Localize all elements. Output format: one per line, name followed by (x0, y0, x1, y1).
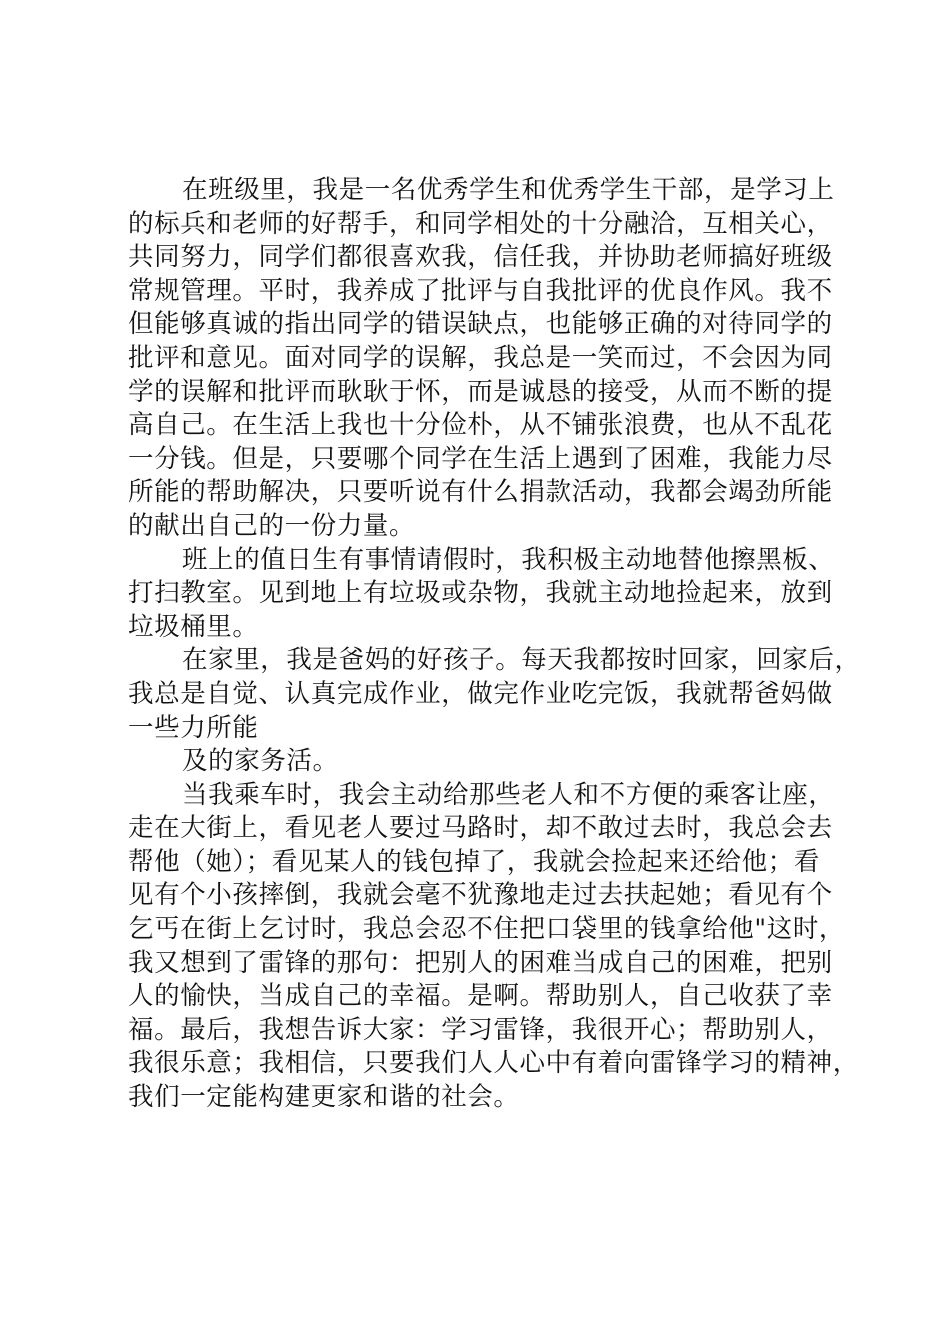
paragraph-line: 我很乐意；我相信，只要我们人人心中有着向雷锋学习的精神， (128, 1048, 859, 1079)
paragraph-line: 一分钱。但是，只要哪个同学在生活上遇到了困难，我能力尽 (128, 443, 833, 474)
paragraph-line: 我们一定能构建更家和谐的社会。 (128, 1082, 520, 1113)
paragraph-line: 所能的帮助解决，只要听说有什么捐款活动，我都会竭劲所能 (128, 477, 833, 508)
paragraph-line: 见有个小孩摔倒，我就会毫不犹豫地走过去扶起她；看见有个 (128, 880, 833, 911)
paragraph-line: 乞丐在街上乞讨时，我总会忍不住把口袋里的钱拿给他"这时， (128, 914, 846, 945)
paragraph-line: 在班级里，我是一名优秀学生和优秀学生干部，是学习上 (182, 175, 835, 205)
paragraph-line: 人的愉快，当成自己的幸福。是啊。帮助别人，自己收获了幸 (128, 981, 833, 1012)
paragraph-line: 高自己。在生活上我也十分俭朴，从不铺张浪费，也从不乱花 (128, 410, 833, 441)
paragraph-line: 垃圾桶里。 (128, 611, 259, 642)
paragraph-line: 班上的值日生有事情请假时，我积极主动地替他擦黑板、 (182, 544, 835, 575)
document-body (128, 174, 861, 1115)
paragraph-line: 批评和意见。面对同学的误解，我总是一笑而过，不会因为同 (128, 342, 833, 373)
paragraph-line: 一些力所能 (128, 712, 259, 743)
paragraph-line: 及的家务活。 (182, 746, 339, 777)
paragraph-line: 共同努力，同学们都很喜欢我，信任我，并协助老师搞好班级 (128, 242, 833, 273)
paragraph-line: 走在大街上，看见老人要过马路时，却不敢过去时，我总会去 (128, 813, 833, 844)
paragraph-line: 我总是自觉、认真完成作业，做完作业吃完饭，我就帮爸妈做 (128, 678, 833, 709)
paragraph-line: 帮他（她）；看见某人的钱包掉了，我就会捡起来还给他；看 (128, 846, 820, 877)
paragraph-line: 的献出自己的一份力量。 (128, 510, 416, 541)
paragraph-line: 在家里，我是爸妈的好孩子。每天我都按时回家，回家后， (182, 645, 861, 676)
paragraph-line: 当我乘车时，我会主动给那些老人和不方便的乘客让座， (182, 779, 835, 810)
paragraph-line: 我又想到了雷锋的那句：把别人的困难当成自己的困难，把别 (128, 947, 833, 978)
paragraph-line: 但能够真诚的指出同学的错误缺点，也能够正确的对待同学的 (128, 309, 833, 340)
paragraph-line: 的标兵和老师的好帮手，和同学相处的十分融洽，互相关心， (128, 208, 833, 239)
paragraph-line: 打扫教室。见到地上有垃圾或杂物，我就主动地捡起来，放到 (128, 578, 833, 609)
paragraph-line: 福。最后，我想告诉大家：学习雷锋，我很开心；帮助别人， (128, 1014, 833, 1045)
paragraph-line: 学的误解和批评而耿耿于怀，而是诚恳的接受，从而不断的提 (128, 376, 833, 407)
paragraph-line: 常规管理。平时，我养成了批评与自我批评的优良作风。我不 (128, 275, 833, 306)
